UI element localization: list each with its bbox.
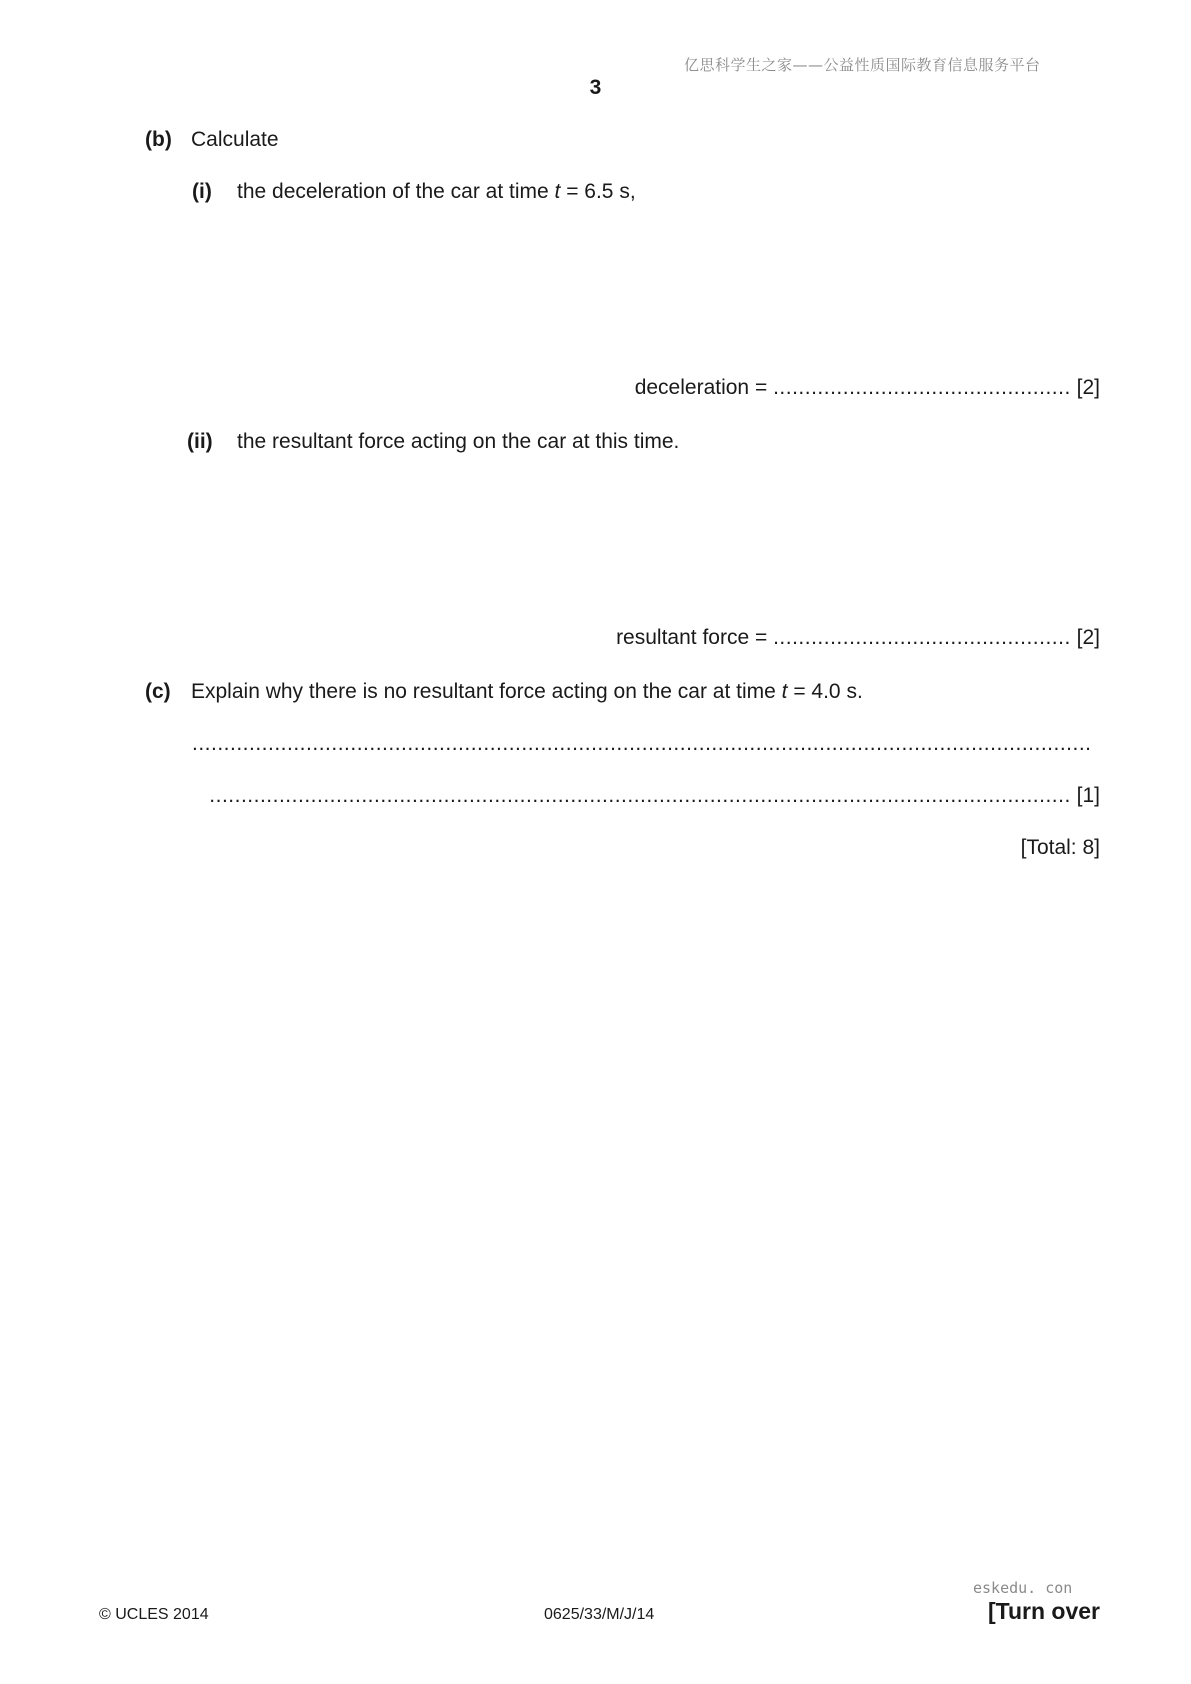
- sub-i-variable: t: [554, 180, 561, 203]
- sub-i-label: (i): [192, 180, 212, 203]
- part-c-line-2-dots: ........................................................................................................................................: [209, 784, 1071, 807]
- page-number: 3: [589, 76, 602, 99]
- part-b-label: (b): [145, 128, 172, 151]
- part-c-question: [191, 680, 863, 704]
- part-c-text-after: = 4.0 s.: [787, 680, 863, 703]
- deceleration-dots: ...............................................: [773, 376, 1071, 399]
- resultant-force-prompt: resultant force =: [616, 626, 774, 649]
- deceleration-answer-line[interactable]: [635, 376, 1100, 400]
- sub-i-question: [237, 180, 636, 204]
- part-c-marks: [1]: [1076, 784, 1100, 807]
- resultant-force-marks: [2]: [1076, 626, 1100, 649]
- part-b-text: Calculate: [191, 128, 279, 151]
- copyright: © UCLES 2014: [99, 1606, 209, 1623]
- paper-code: 0625/33/M/J/14: [544, 1606, 655, 1623]
- total-marks: [Total: 8]: [1020, 836, 1100, 859]
- deceleration-prompt: deceleration =: [634, 376, 774, 399]
- part-c-answer-line-2[interactable]: [209, 784, 1100, 808]
- part-c-text-before: Explain why there is no resultant force acting on the car at time: [191, 680, 782, 703]
- watermark-bottom: eskedu. con: [973, 1579, 1073, 1597]
- part-c-variable: t: [781, 680, 788, 703]
- resultant-force-dots: ...............................................: [773, 626, 1071, 649]
- watermark-top: 亿思科学生之家——公益性质国际教育信息服务平台: [684, 56, 1041, 74]
- part-c-label: (c): [145, 680, 171, 703]
- turn-over: [Turn over: [987, 1598, 1100, 1624]
- sub-ii-text: the resultant force acting on the car at this time.: [237, 430, 680, 453]
- sub-ii-label: (ii): [187, 430, 213, 453]
- deceleration-marks: [2]: [1076, 376, 1100, 399]
- part-c-answer-line-1[interactable]: ..............................................................................................................................................: [192, 732, 1092, 755]
- sub-i-text-after: = 6.5 s,: [560, 180, 636, 203]
- resultant-force-answer-line[interactable]: [616, 626, 1100, 650]
- sub-i-text-before: the deceleration of the car at time: [237, 180, 555, 203]
